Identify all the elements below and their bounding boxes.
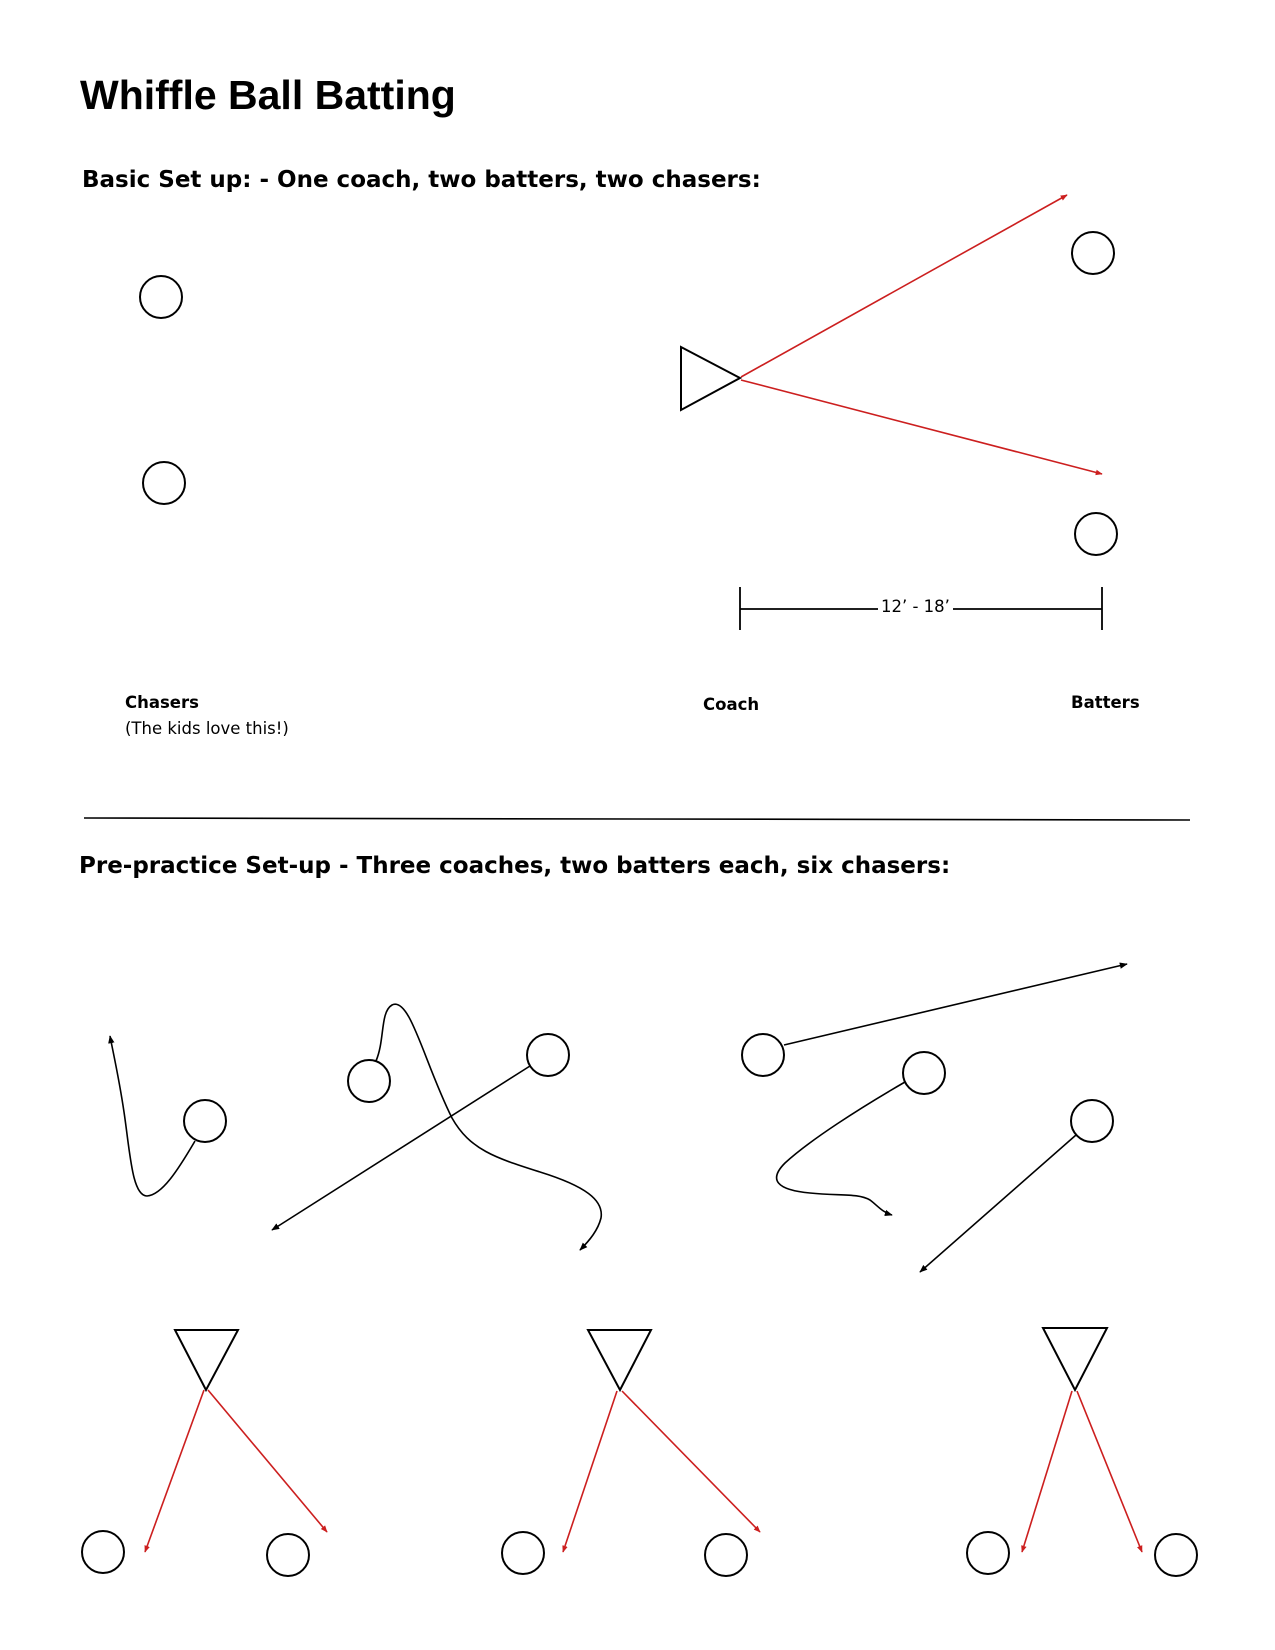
batters-label: Batters xyxy=(1071,693,1140,712)
pre-practice-heading: Pre-practice Set-up - Three coaches, two batters each, six chasers: xyxy=(79,853,951,879)
throw-arrow xyxy=(1077,1391,1142,1552)
coach-triangle xyxy=(175,1330,238,1390)
chaser-circle xyxy=(184,1100,226,1142)
chaser-circle xyxy=(140,276,182,318)
section-divider xyxy=(84,818,1190,820)
throw-arrow xyxy=(208,1390,327,1532)
chaser-path-arrow xyxy=(272,1066,530,1230)
throw-arrow xyxy=(145,1390,204,1552)
chasers-label: Chasers xyxy=(125,693,199,712)
distance-label: 12’ - 18’ xyxy=(878,597,953,616)
throw-arrow xyxy=(563,1391,617,1552)
coach-triangle xyxy=(588,1330,651,1390)
batter-circle xyxy=(267,1534,309,1576)
chaser-circle xyxy=(348,1060,390,1102)
chaser-path-arrow xyxy=(777,1082,905,1215)
chasers-note: (The kids love this!) xyxy=(125,719,289,738)
chaser-circle xyxy=(143,462,185,504)
basic-setup-heading: Basic Set up: - One coach, two batters, two chasers: xyxy=(82,167,761,193)
pre-practice-diagram xyxy=(82,964,1197,1576)
coach-triangle xyxy=(681,347,740,410)
coach-label: Coach xyxy=(703,695,760,714)
batter-circle xyxy=(705,1534,747,1576)
chaser-path-arrow xyxy=(920,1135,1076,1272)
throw-arrow xyxy=(741,195,1067,377)
page-title: Whiffle Ball Batting xyxy=(80,72,456,118)
batter-circle xyxy=(502,1532,544,1574)
batter-circle xyxy=(1072,232,1114,274)
chaser-path-arrow xyxy=(110,1036,195,1196)
batter-circle xyxy=(967,1532,1009,1574)
chaser-circle xyxy=(527,1034,569,1076)
coach-triangle xyxy=(1043,1328,1107,1390)
basic-setup-diagram xyxy=(140,195,1117,630)
batter-circle xyxy=(82,1531,124,1573)
batter-circle xyxy=(1075,513,1117,555)
throw-arrow xyxy=(741,380,1102,474)
chaser-path-arrow xyxy=(784,964,1127,1045)
throw-arrow xyxy=(1022,1391,1072,1552)
batter-circle xyxy=(1155,1534,1197,1576)
chaser-circle xyxy=(903,1052,945,1094)
throw-arrow xyxy=(622,1391,760,1532)
chaser-circle xyxy=(742,1034,784,1076)
chaser-circle xyxy=(1071,1100,1113,1142)
chaser-path-arrow xyxy=(376,1004,601,1250)
